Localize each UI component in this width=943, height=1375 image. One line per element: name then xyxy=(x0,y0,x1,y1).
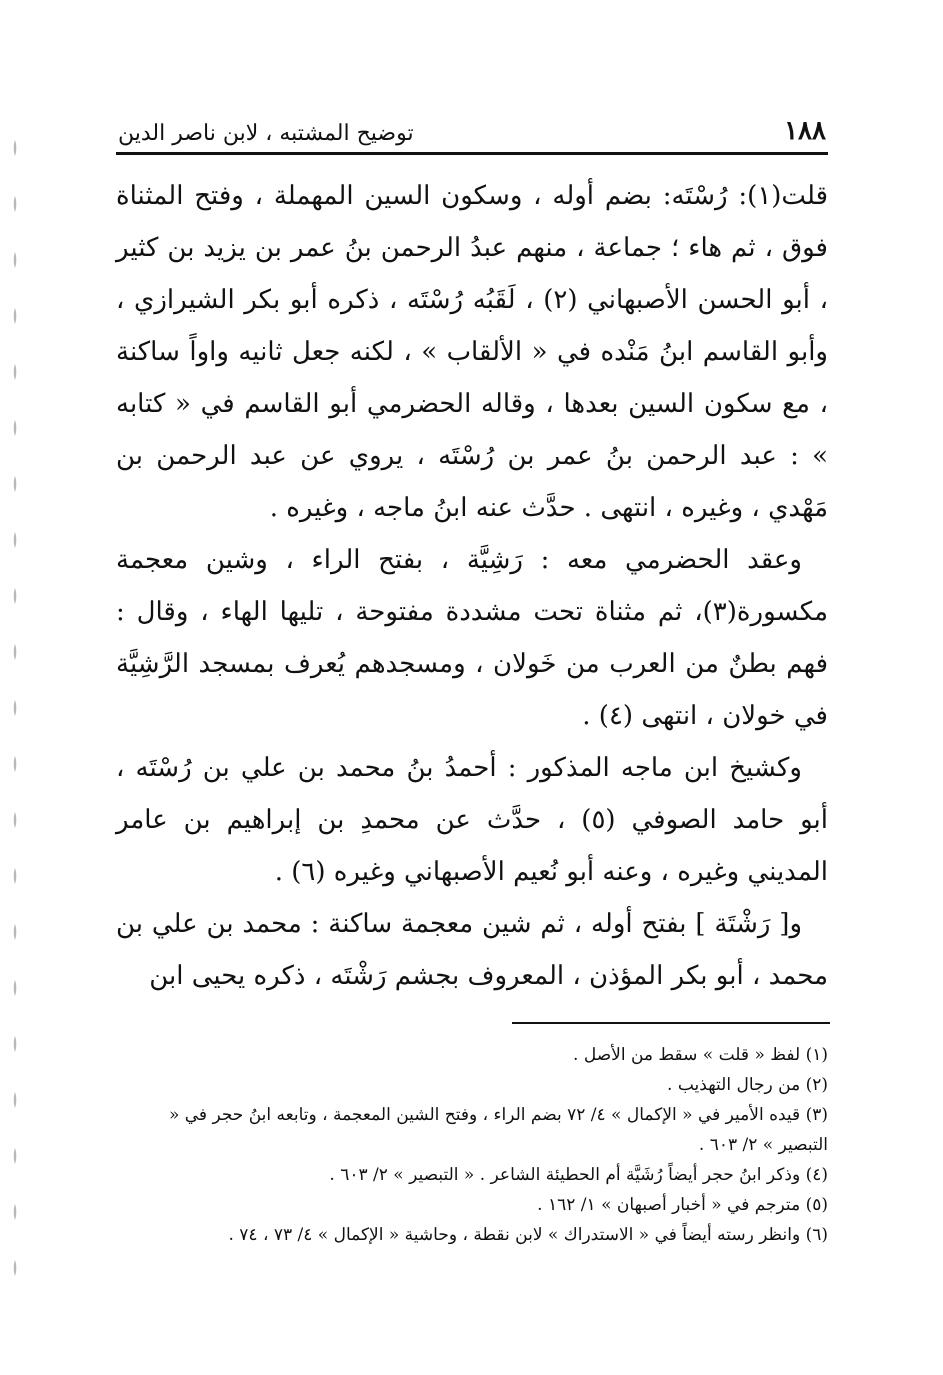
paragraph-3: وكشيخ ابن ماجه المذكور : أحمدُ بنُ محمد بن علي بن رُسْتَه ، أبو حامد الصوفي (٥) ، حدَّث عن محمدِ بن إبراهيم بن عامر المديني وغيره ، وعنه أبو نُعيم الأصبهاني وغيره (٦) . xyxy=(116,753,828,887)
footnote-2: (٢) من رجال التهذيب . xyxy=(667,1075,828,1095)
footnote-3: (٣) قيده الأمير في « الإكمال » ٤/ ٧٢ بضم الراء ، وفتح الشين المعجمة ، وتابعه ابنُ حجر في « التبصير » ٢/ ٦٠٣ . xyxy=(168,1105,828,1155)
footnote-1: (١) لفظ « قلت » سقط من الأصل . xyxy=(573,1045,828,1065)
footnote-rule xyxy=(512,1022,830,1024)
main-text xyxy=(116,170,828,1002)
paragraph-2: وعقد الحضرمي معه : رَشِيَّة ، بفتح الراء ، وشين معجمة مكسورة(٣)، ثم مثناة تحت مشددة مفتوحة ، تليها الهاء ، وقال : فهم بطنٌ من العرب من خَولان ، ومسجدهم يُعرف بمسجد الرَّشِيَّة في خولان ، انتهى (٤) . xyxy=(116,545,828,731)
header-rule xyxy=(116,152,828,155)
page-number: ١٨٨ xyxy=(784,116,826,146)
footnote-4: (٤) وذكر ابنُ حجر أيضاً رُشَيَّة أم الحطيئة الشاعر . « التبصير » ٢/ ٦٠٣ . xyxy=(329,1165,828,1185)
running-title: توضيح المشتبه ، لابن ناصر الدين xyxy=(118,121,414,146)
page-header xyxy=(118,106,826,146)
footnote-6: (٦) وانظر رسته أيضاً في « الاستدراك » لابن نقطة ، وحاشية « الإكمال » ٤/ ٧٣ ، ٧٤ . xyxy=(228,1225,828,1245)
paragraph-4: و[ رَشْتَة ] بفتح أوله ، ثم شين معجمة ساكنة : محمد بن علي بن محمد ، أبو بكر المؤذن ، المعروف بجشم رَشْتَه ، ذكره يحيى ابن xyxy=(116,909,828,991)
scan-edge-dots xyxy=(10,120,20,1300)
footnotes xyxy=(116,1040,828,1250)
paragraph-1: قلت(١): رُسْتَه: بضم أوله ، وسكون السين المهملة ، وفتح المثناة فوق ، ثم هاء ؛ جماعة ، منهم عبدُ الرحمن بنُ عمر بن يزيد بن كثير ، أبو الحسن الأصبهاني (٢) ، لَقَبُه رُسْتَه ، ذكره أبو بكر الشيرازي ، وأبو القاسم ابنُ مَنْده في « الألقاب » ، لكنه جعل ثانيه واواً ساكنة ، مع سكون السين بعدها ، وقاله الحضرمي أبو القاسم في « كتابه » : عبد الرحمن بنُ عمر بن رُسْتَه ، يروي عن عبد الرحمن بن مَهْدي ، وغيره ، انتهى . حدَّث عنه ابنُ ماجه ، وغيره . xyxy=(116,181,828,523)
footnote-5: (٥) مترجم في « أخبار أصبهان » ١/ ١٦٢ . xyxy=(537,1195,828,1215)
